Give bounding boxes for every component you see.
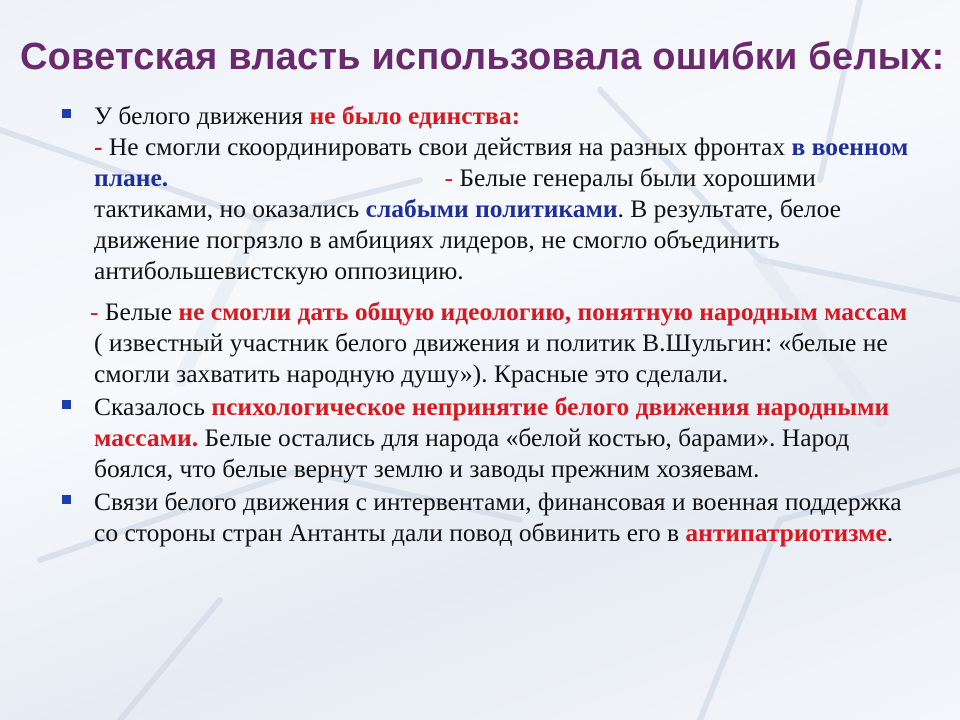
- dash: -: [444, 163, 454, 192]
- highlight-red: не было единства:: [309, 101, 521, 130]
- text: .: [886, 518, 894, 547]
- text: Связи белого движения с интервентами, финансовая и военная поддержка со стороны стран Антанты дали повод обвинить его в: [94, 487, 902, 547]
- text: У белого движения: [94, 101, 310, 130]
- sub-item-ideology: [60, 296, 920, 389]
- dash: -: [94, 132, 103, 161]
- square-bullet-icon: [62, 400, 71, 409]
- text: Белые остались для народа «белой костью, барами». Народ боялся, что белые вернут землю и заводы прежним хозяевам.: [94, 423, 850, 483]
- page-title: Советская власть использовала ошибки белых:: [20, 36, 945, 78]
- bullet-item-psychology: [60, 391, 920, 484]
- text: Белые: [98, 297, 179, 326]
- highlight-blue: слабыми политиками: [365, 194, 618, 223]
- highlight-red: антипатриотизме: [685, 518, 887, 547]
- dash: -: [90, 297, 99, 326]
- text: . В результате, белое движение погрязло в амбициях лидеров, не смогло объединить антибольшевистскую оппозицию.: [94, 194, 841, 285]
- text: Сказалось: [94, 392, 212, 421]
- highlight-red: не смогли дать общую идеологию, понятную народным массам: [178, 297, 908, 326]
- text: Белые генералы были хорошими тактиками, но оказались: [94, 163, 816, 223]
- bullet-item-intervention: [60, 486, 920, 548]
- text: Не смогли скоординировать свои действия на разных фронтах: [102, 132, 792, 161]
- highlight-blue: в военном плане.: [94, 132, 909, 192]
- text: ( известный участник белого движения и политик В.Шульгин: «белые не смогли захватить народную душу»). Красные это сделали.: [94, 328, 888, 388]
- square-bullet-icon: [62, 109, 71, 118]
- slide-content: [60, 100, 920, 548]
- highlight-red: психологическое непринятие белого движения народными массами.: [94, 392, 890, 452]
- square-bullet-icon: [62, 495, 71, 504]
- bullet-item-unity: [60, 100, 920, 286]
